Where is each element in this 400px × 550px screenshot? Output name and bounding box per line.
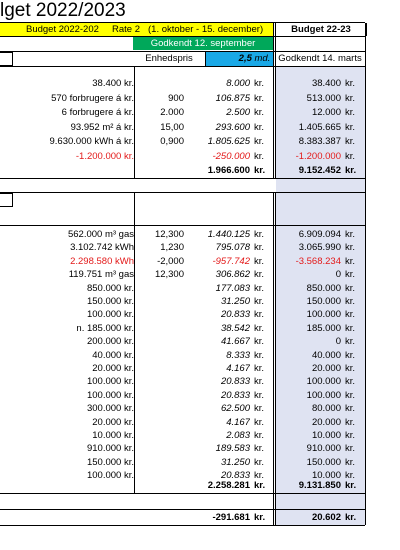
section-marker [0,193,13,207]
income-total-unit: kr. [254,165,266,176]
months-cell[interactable] [206,52,273,66]
result-budget-unit: kr. [345,512,357,523]
period-amount-cell[interactable]: 177.083 [215,282,250,294]
period-amount-cell[interactable]: -250.000 [212,150,250,162]
currency-cell[interactable]: kr. [254,136,265,147]
description-cell[interactable]: 150.000 kr. [86,296,134,307]
budget-currency-cell[interactable]: kr. [345,78,356,89]
rate-cell[interactable]: 15,00 [160,121,184,133]
income-total-row [0,162,365,179]
expense-total-unit: kr. [254,480,266,491]
budget-currency-cell[interactable]: kr. [345,282,356,294]
budget-currency-cell[interactable]: kr. [345,136,356,147]
budget-currency-cell[interactable]: kr. [345,92,356,104]
budget-cell[interactable]: 185.000 [306,322,341,334]
currency-cell[interactable]: kr. [254,456,265,468]
approved-september-header: Godkendt 12. september [133,37,273,50]
description-cell[interactable]: 3.102.742 kWh [70,242,134,254]
budget-cell[interactable]: -3.568.234 [295,255,341,267]
budget-column-bg [276,178,365,192]
result-price: -291.681 [212,512,250,523]
budget-currency-cell[interactable]: kr. [345,121,356,133]
rate-cell[interactable]: 2.000 [160,107,184,118]
budget-cell[interactable]: 38.400 [311,78,341,89]
currency-cell[interactable]: kr. [254,269,265,281]
expense-total-price: 2.258.281 [207,480,250,491]
period-amount-cell[interactable]: 8.000 [226,78,250,89]
currency-cell[interactable]: kr. [254,107,265,118]
result-row [0,509,365,526]
budget-cell[interactable]: 20.000 [311,363,341,374]
period-amount-cell[interactable]: 31.250 [220,456,250,468]
currency-cell[interactable]: kr. [254,430,265,441]
period-amount-cell[interactable]: 20.833 [220,389,250,401]
period-amount-cell[interactable]: 106.875 [215,92,250,104]
budget-currency-cell[interactable]: kr. [345,363,356,374]
budget-currency-cell[interactable]: kr. [345,349,356,361]
currency-cell[interactable]: kr. [254,470,265,482]
budget-currency-cell[interactable]: kr. [345,336,356,348]
description-cell[interactable]: 38.400 kr. [92,78,134,89]
budget-cell[interactable]: 150.000 [306,296,341,307]
currency-cell[interactable]: kr. [254,121,265,133]
column-divider [205,52,206,66]
description-cell[interactable]: 119.751 m³ gas [68,269,134,281]
divider [0,36,365,37]
period-amount-cell[interactable]: 20.833 [220,309,250,321]
budget-cell[interactable]: 8.383.387 [298,136,341,147]
income-total-price: 1.966.600 [207,165,250,176]
budget-cell[interactable]: 100.000 [306,376,341,388]
income-total-budget: 9.152.452 [298,165,341,176]
budget-currency-cell[interactable]: kr. [345,376,356,388]
budget-cell[interactable]: 0 [335,269,341,281]
currency-cell[interactable]: kr. [254,322,265,334]
budget-2223-header: Budget 22-23 [275,23,367,36]
budget-currency-cell[interactable]: kr. [345,322,356,334]
description-cell[interactable]: 300.000 kr. [86,403,134,415]
budget-cell[interactable]: -1.200.000 [295,150,341,162]
currency-cell[interactable]: kr. [254,336,265,348]
description-cell[interactable]: 150.000 kr. [86,456,134,468]
period-amount-cell[interactable]: 31.250 [220,296,250,307]
description-cell[interactable]: 200.000 kr. [86,336,134,348]
description-cell[interactable]: 100.000 kr. [86,470,134,482]
budget-currency-cell[interactable]: kr. [345,403,356,415]
rate-cell[interactable]: -2,000 [157,255,184,267]
budget-currency-cell[interactable]: kr. [345,107,356,118]
budget-currency-cell[interactable]: kr. [345,150,356,162]
currency-cell[interactable]: kr. [254,363,265,374]
budget-currency-cell[interactable]: kr. [345,296,356,307]
description-cell[interactable]: 93.952 m² á kr. [70,121,134,133]
budget-cell[interactable]: 513.000 [306,92,341,104]
budget-cell[interactable]: 850.000 [306,282,341,294]
result-budget: 20.602 [311,512,341,523]
period-amount-cell[interactable]: 306.862 [215,269,250,281]
currency-cell[interactable]: kr. [254,255,265,267]
currency-cell[interactable]: kr. [254,349,265,361]
period-amount-cell[interactable]: 20.833 [220,376,250,388]
description-cell[interactable]: 6 forbrugere á kr. [61,107,134,118]
budget-currency-cell[interactable]: kr. [345,269,356,281]
period-amount-cell[interactable]: 8.333 [226,349,250,361]
currency-cell[interactable]: kr. [254,389,265,401]
currency-cell[interactable]: kr. [254,296,265,307]
description-cell[interactable]: 850.000 kr. [86,282,134,294]
period-amount-cell[interactable]: 2.500 [226,107,250,118]
budget-cell[interactable]: 100.000 [306,389,341,401]
budget-column-bg [276,192,365,225]
expense-total-row [0,477,365,494]
budget-label: Budget 2022-202 [26,24,99,35]
period-amount-cell[interactable]: 62.500 [220,403,250,415]
budget-cell[interactable]: 80.000 [311,403,341,415]
rate-cell[interactable]: 0,900 [160,136,184,147]
budget-cell[interactable]: 100.000 [306,309,341,321]
currency-cell[interactable]: kr. [254,229,265,240]
period-label: (1. oktober - 15. december) [148,24,264,35]
rate-cell[interactable]: 12,300 [154,269,184,281]
rate-cell[interactable]: 12,300 [154,229,184,240]
period-amount-cell[interactable]: 293.600 [215,121,250,133]
currency-cell[interactable]: kr. [254,309,265,321]
budget-currency-cell[interactable]: kr. [345,470,356,482]
currency-cell[interactable]: kr. [254,403,265,415]
divider [0,51,365,52]
rate-cell[interactable]: 900 [168,92,184,104]
period-amount-cell[interactable]: 4.167 [226,416,250,428]
period-amount-cell[interactable]: -957.742 [212,255,250,267]
income-total-budget-unit: kr. [345,165,357,176]
divider [0,192,365,193]
budget-currency-cell[interactable]: kr. [345,430,356,441]
description-cell[interactable]: -1.200.000 kr. [75,150,134,162]
rate-label: Rate 2 [112,24,140,35]
budget-cell[interactable]: 910.000 [306,443,341,455]
description-cell[interactable]: 20.000 kr. [92,416,134,428]
description-cell[interactable]: 570 forbrugere á kr. [51,92,134,104]
currency-cell[interactable]: kr. [254,92,265,104]
description-cell[interactable]: 100.000 kr. [86,376,134,388]
currency-cell[interactable]: kr. [254,376,265,388]
divider [0,66,365,67]
description-cell[interactable]: 9.630.000 kWh á kr. [49,136,134,147]
column-divider [365,23,366,525]
currency-cell[interactable]: kr. [254,416,265,428]
description-cell[interactable]: 100.000 kr. [86,389,134,401]
description-cell[interactable]: n. 185.000 kr. [76,322,134,334]
budget-rate-header [0,23,273,36]
period-amount-cell[interactable]: 1.805.625 [207,136,250,147]
section-marker [0,52,13,66]
description-cell[interactable]: 562.000 m³ gas [67,229,134,240]
result-unit: kr. [254,512,266,523]
description-cell[interactable]: 910.000 kr. [86,443,134,455]
budget-currency-cell[interactable]: kr. [345,456,356,468]
budget-cell[interactable]: 0 [335,336,341,348]
budget-cell[interactable]: 3.065.990 [298,242,341,254]
budget-cell[interactable]: 1.405.665 [298,121,341,133]
approved-march-header: Godkendt 14. marts [278,53,362,64]
budget-cell[interactable]: 150.000 [306,456,341,468]
budget-currency-cell[interactable]: kr. [345,242,356,254]
budget-currency-cell[interactable]: kr. [345,389,356,401]
period-amount-cell[interactable]: 795.078 [215,242,250,254]
period-amount-cell[interactable]: 1.440.125 [207,229,250,240]
currency-cell[interactable]: kr. [254,443,265,455]
budget-cell[interactable]: 20.000 [311,416,341,428]
budget-cell[interactable]: 40.000 [311,349,341,361]
budget-currency-cell[interactable]: kr. [345,229,356,240]
rate-cell[interactable]: 1,230 [160,242,184,254]
budget-cell[interactable]: 6.909.094 [298,229,341,240]
expense-total-budget-unit: kr. [345,480,357,491]
period-amount-cell[interactable]: 38.542 [220,322,250,334]
budget-currency-cell[interactable]: kr. [345,309,356,321]
period-amount-cell[interactable]: 41.667 [220,336,250,348]
months-unit: md. [254,53,271,64]
budget-cell[interactable]: 10.000 [311,470,341,482]
description-cell[interactable]: 2.298.580 kWh [70,255,134,267]
currency-cell[interactable]: kr. [254,282,265,294]
months-value: 2,5 [238,53,252,64]
description-cell[interactable]: 40.000 kr. [92,349,134,361]
budget-currency-cell[interactable]: kr. [345,255,356,267]
currency-cell[interactable]: kr. [254,150,265,162]
description-cell[interactable]: 20.000 kr. [92,363,134,374]
currency-cell[interactable]: kr. [254,78,265,89]
period-amount-cell[interactable]: 20.833 [220,470,250,482]
currency-cell[interactable]: kr. [254,242,265,254]
period-amount-cell[interactable]: 189.583 [215,443,250,455]
description-cell[interactable]: 10.000 kr. [92,430,134,441]
sheet-title: lget 2022/2023 [0,0,126,21]
period-amount-cell[interactable]: 2.083 [226,430,250,441]
period-amount-cell[interactable]: 4.167 [226,363,250,374]
expense-total-budget: 9.131.850 [298,480,341,491]
unit-price-header: Enhedspris [145,53,193,64]
budget-cell[interactable]: 10.000 [311,430,341,441]
budget-currency-cell[interactable]: kr. [345,416,356,428]
budget-cell[interactable]: 12.000 [311,107,341,118]
description-cell[interactable]: 100.000 kr. [86,309,134,321]
budget-currency-cell[interactable]: kr. [345,443,356,455]
